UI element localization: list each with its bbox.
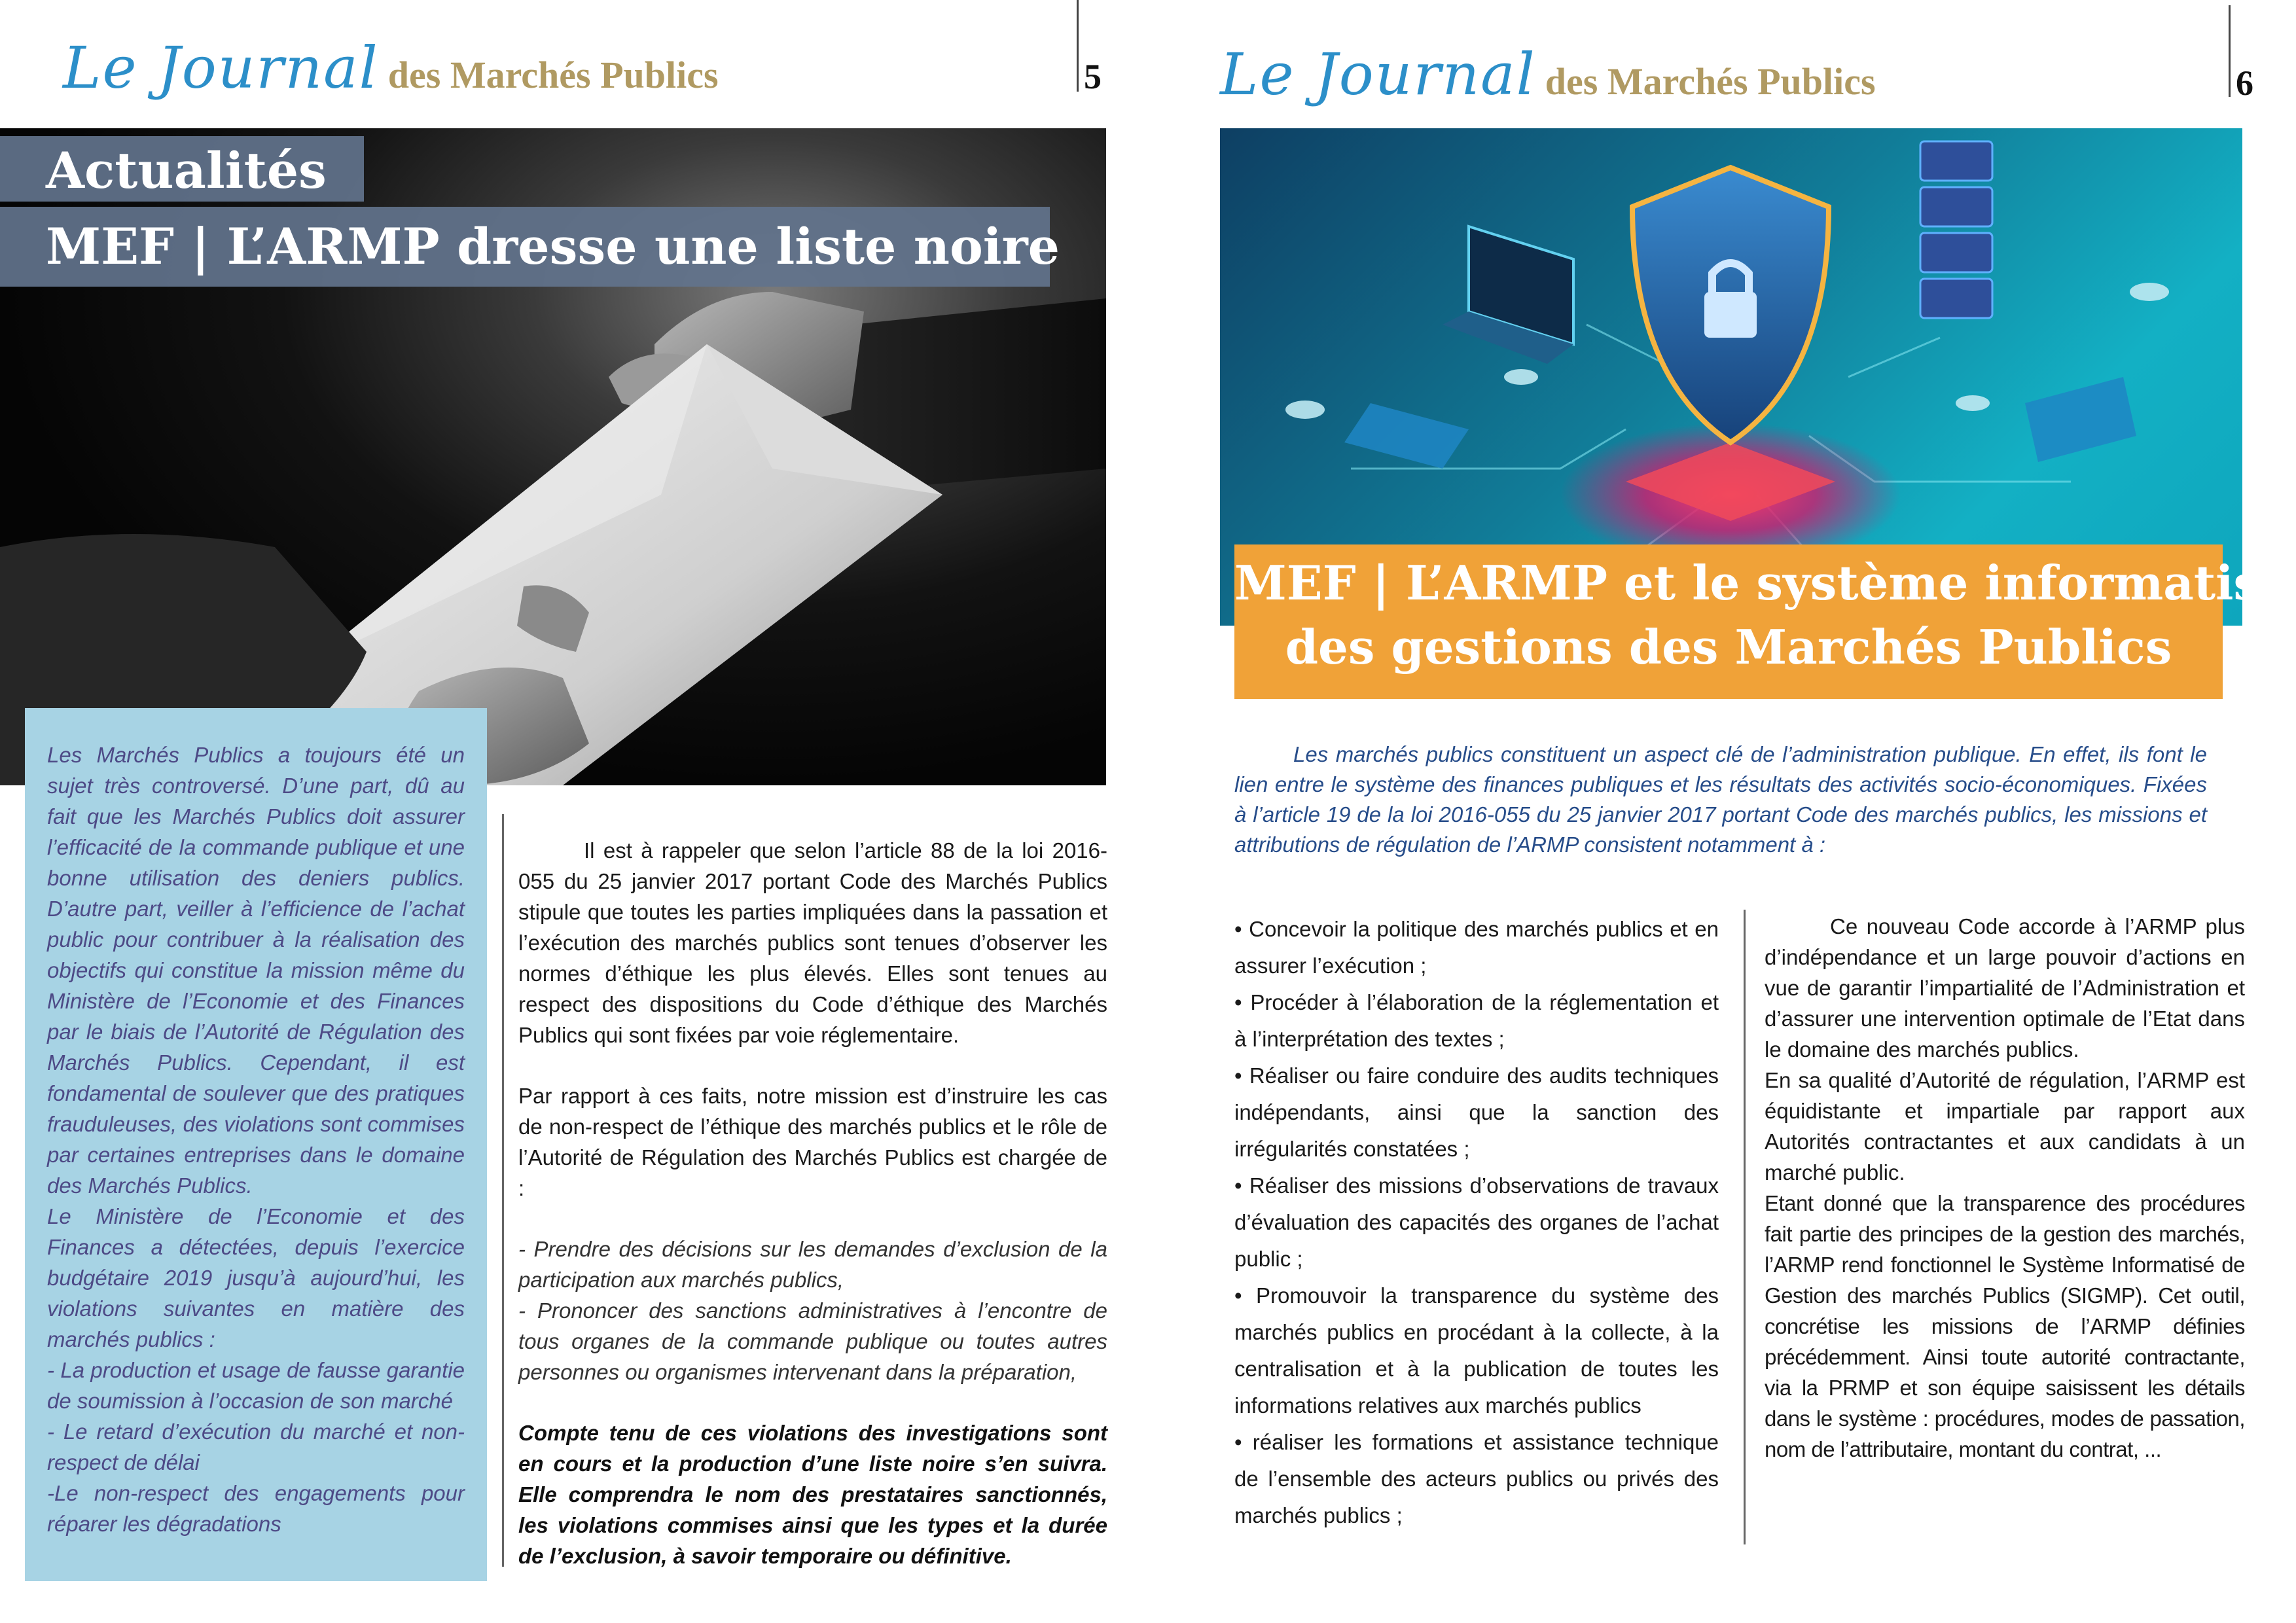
intro-paragraph: Les marchés publics constituent un aspect clé de l’administration publique. En effet, ils font le lien entre le système des finances publiques et les résultats des activités socio-économiques. Fixées à l’article 19 de la loi 2016-055 du 25 janvier 2017 portant Code des marchés publics, les missions et attributions de régulation de l’ARMP consistent notamment à : <box>1234 742 2207 857</box>
intro-box <box>25 708 487 1581</box>
mission-item: • Réaliser ou faire conduire des audits techniques indépendants, ainsi que la sanction des irrégularités constatées ; <box>1234 1063 1719 1161</box>
article-title: MEF | L’ARMP dresse une liste noire <box>46 217 1060 276</box>
column-paragraph: En sa qualité d’Autorité de régulation, l’ARMP est équidistante et impartiale par rapport aux Autorités contractantes et aux candidats à un marché public. <box>1765 1068 2245 1185</box>
masthead <box>1220 41 1876 113</box>
mission-item: • Réaliser des missions d’observations de travaux d’évaluation des capacités des organes de l’achat public ; <box>1234 1173 1719 1271</box>
intro-list-item: - La production et usage de fausse garantie de soumission à l’occasion de son marché <box>47 1358 465 1413</box>
intro-list-item: -Le non-respect des engagements pour réparer les dégradations <box>47 1481 465 1536</box>
mission-item: • réaliser les formations et assistance technique de l’ensemble des acteurs publics ou privés des marchés publics ; <box>1234 1430 1719 1527</box>
masthead-title: des Marchés Publics <box>1545 60 1876 103</box>
mission-item: • Promouvoir la transparence du système des marchés publics en procédant à la collecte, à la centralisation et à la publication de toutes les informations relatives aux marchés publics <box>1234 1283 1719 1418</box>
column-list-item: - Prononcer des sanctions administratives à l’encontre de tous organes de la commande publique ou toutes autres personnes ou organismes intervenant dans la préparation, <box>518 1298 1107 1384</box>
article-column <box>1765 911 2245 1465</box>
masthead <box>63 34 719 106</box>
intro-paragraph: Les Marchés Publics a toujours été un sujet très controversé. D’une part, dû au fait que les Marchés Publics doit assurer l’efficacité de la commande publique et une bonne utilisation des deniers publics. D’autre part, veiller à l’efficience de l’achat public pour contribuer à la réalisation des objectifs qui constitue la mission même du Ministère de l’Economie et des Finances par le biais de l’Autorité de Régulation des Marchés Publics. Cependant, il est fondamental de soulever que des pratiques frauduleuses, des violations sont commises par certaines entreprises dans le domaine des Marchés Publics. <box>47 743 465 1198</box>
column-paragraph: Par rapport à ces faits, notre mission est d’instruire les cas de non-respect de l’éthique des marchés publics et le rôle de l’Autorité de Régulation des Marchés Publics est chargée de : <box>518 1084 1107 1200</box>
masthead-title: des Marchés Publics <box>387 54 719 96</box>
page-number: 5 <box>1084 57 1102 96</box>
page-6 <box>1148 0 2296 1623</box>
section-label: Actualités <box>46 141 327 200</box>
column-divider <box>1744 910 1746 1544</box>
masthead-script: Le Journal <box>63 34 379 101</box>
page-number: 6 <box>2236 63 2253 103</box>
article-intro <box>1234 740 2207 860</box>
page-number-rule <box>2229 5 2231 97</box>
column-paragraph: Il est à rappeler que selon l’article 88 de la loi 2016-055 du 25 janvier 2017 portant Code des Marchés Publics stipule que toutes les parties impliquées dans la passation et l’exécution des marchés publics sont tenues d’observer les normes d’éthique les plus élevés. Elles sont tenues au respect des dispositions du Code d’éthique des Marchés Publics qui sont fixées par voie réglementaire. <box>518 838 1107 1047</box>
column-conclusion: Compte tenu de ces violations des investigations sont en cours et la production d’une liste noire s’en suivra. Elle comprendra le nom des prestataires sanctionnés, les violations commises ainsi que les types et la durée de l’exclusion, à savoir temporaire ou définitive. <box>518 1421 1107 1568</box>
article-title-line-1: MEF | L’ARMP et le système informatisé <box>1234 555 2290 611</box>
mission-item: • Procéder à l’élaboration de la réglementation et à l’interprétation des textes ; <box>1234 990 1719 1051</box>
intro-paragraph: Le Ministère de l’Economie et des Finances a détectées, depuis l’exercice budgétaire 2019 jusqu’à aujourd’hui, les violations suivantes en matière des marchés publics : <box>47 1204 465 1351</box>
page-number-rule <box>1077 0 1079 92</box>
missions-list <box>1234 911 1719 1534</box>
article-title-band <box>1234 544 2290 699</box>
column-list-item: - Prendre des décisions sur les demandes d’exclusion de la participation aux marchés publics, <box>518 1237 1107 1292</box>
article-title-band <box>0 207 1060 287</box>
intro-list-item: - Le retard d’exécution du marché et non-respect de délai <box>47 1419 465 1474</box>
mission-item: • Concevoir la politique des marchés publics et en assurer l’exécution ; <box>1234 917 1719 978</box>
masthead-script: Le Journal <box>1220 41 1536 108</box>
column-paragraph: Ce nouveau Code accorde à l’ARMP plus d’indépendance et un large pouvoir d’actions en vue de garantir l’impartialité de l’Administration et d’assurer une intervention optimale de l’Etat dans le domaine des marchés publics. <box>1765 914 2245 1061</box>
column-paragraph: Etant donné que la transparence des procédures fait partie des principes de la gestion des marchés, l’ARMP rend fonctionnel le Système Informatisé de Gestion des marchés Publics (SIGMP). Cet outil, concrétise les missions de l’ARMP définies précédemment. Ainsi toute autorité contractante, via la PRMP et son équipe saisissent les détails dans le système : procédures, modes de passation, nom de l’attributaire, montant du contrat, ... <box>1765 1191 2245 1461</box>
column-divider <box>502 814 504 1567</box>
section-label-band <box>0 136 364 202</box>
article-column <box>518 835 1107 1571</box>
article-title-line-2: des gestions des Marchés Publics <box>1285 619 2172 675</box>
